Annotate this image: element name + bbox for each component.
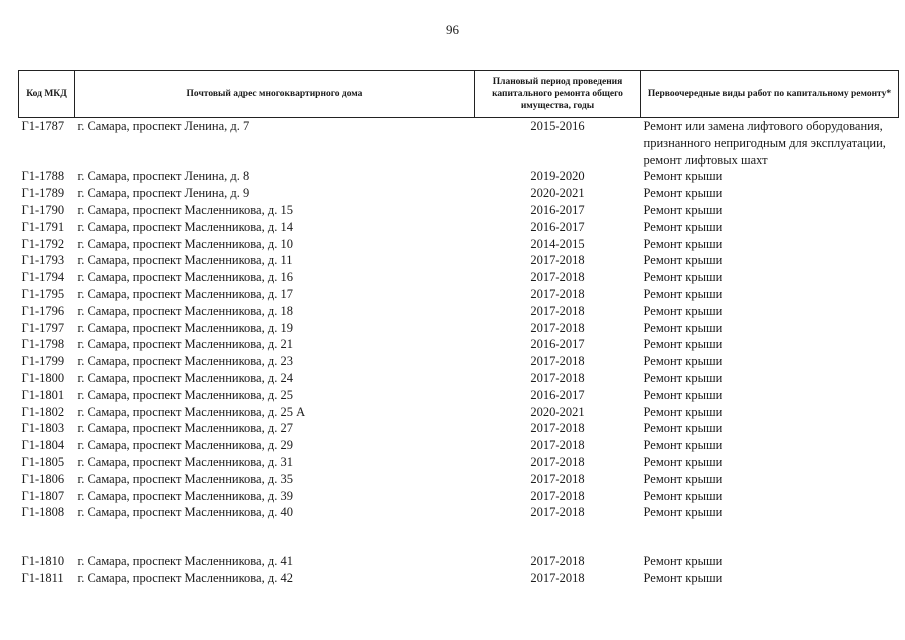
header-address: Почтовый адрес многоквартирного дома (75, 71, 475, 118)
cell-period: 2017-2018 (530, 286, 585, 301)
cell-period: 2016-2017 (530, 387, 585, 402)
cell-address: г. Самара, проспект Масленникова, д. 21 (77, 337, 293, 352)
cell-code: Г1-1794 (21, 270, 65, 285)
cell-work: Ремонт крыши (643, 370, 723, 385)
repair-schedule-table (18, 70, 899, 587)
cell-address: г. Самара, проспект Масленникова, д. 42 (77, 570, 293, 585)
cell-work: Ремонт крыши (643, 387, 723, 402)
row-gap-cell (19, 521, 899, 553)
cell-work: Ремонт крыши (643, 270, 723, 285)
table-row (19, 404, 899, 421)
table-row (19, 320, 899, 337)
table-row (19, 336, 899, 353)
cell-address: г. Самара, проспект Масленникова, д. 29 (77, 438, 293, 453)
header-works: Первоочередные виды работ по капитальному ремонту* (641, 71, 899, 118)
cell-work: Ремонт крыши (643, 202, 723, 217)
cell-work: Ремонт крыши (643, 438, 723, 453)
cell-address: г. Самара, проспект Масленникова, д. 14 (77, 219, 293, 234)
cell-work: Ремонт крыши (643, 354, 723, 369)
cell-period: 2017-2018 (530, 370, 585, 385)
cell-code: Г1-1800 (21, 370, 65, 385)
table-row (19, 570, 899, 587)
cell-address: г. Самара, проспект Масленникова, д. 25 А (77, 404, 306, 419)
cell-code: Г1-1803 (21, 421, 65, 436)
cell-period: 2017-2018 (530, 554, 585, 569)
cell-address: г. Самара, проспект Масленникова, д. 35 (77, 471, 293, 486)
cell-work: Ремонт крыши (643, 421, 723, 436)
cell-code: Г1-1799 (21, 354, 65, 369)
table-row (19, 387, 899, 404)
cell-work: Ремонт крыши (643, 505, 723, 520)
page-number: 96 (446, 22, 459, 37)
table-row (19, 504, 899, 521)
cell-address: г. Самара, проспект Масленникова, д. 11 (77, 253, 293, 268)
table-row (19, 437, 899, 454)
cell-code: Г1-1788 (21, 169, 65, 184)
cell-address: г. Самара, проспект Масленникова, д. 23 (77, 354, 293, 369)
table-row (19, 471, 899, 488)
cell-period: 2016-2017 (530, 337, 585, 352)
cell-period: 2017-2018 (530, 253, 585, 268)
table-row (19, 202, 899, 219)
cell-code: Г1-1793 (21, 253, 65, 268)
header-period: Плановый период проведения капитального ремонта общего имущества, годы (475, 71, 641, 118)
cell-code: Г1-1798 (21, 337, 65, 352)
table-row (19, 370, 899, 387)
cell-work: Ремонт крыши (643, 320, 723, 335)
cell-period: 2017-2018 (530, 421, 585, 436)
table-row (19, 236, 899, 253)
header-code: Код МКД (19, 71, 75, 118)
cell-work: Ремонт крыши (643, 219, 723, 234)
cell-code: Г1-1804 (21, 438, 65, 453)
cell-code: Г1-1791 (21, 219, 65, 234)
cell-period: 2017-2018 (530, 570, 585, 585)
cell-period: 2017-2018 (530, 303, 585, 318)
cell-period: 2017-2018 (530, 505, 585, 520)
table-row (19, 185, 899, 202)
cell-address: г. Самара, проспект Масленникова, д. 24 (77, 370, 293, 385)
cell-code: Г1-1802 (21, 404, 65, 419)
cell-code: Г1-1808 (21, 505, 65, 520)
cell-address: г. Самара, проспект Масленникова, д. 40 (77, 505, 293, 520)
cell-work: Ремонт крыши (643, 570, 723, 585)
cell-code: Г1-1805 (21, 454, 65, 469)
cell-code: Г1-1787 (21, 119, 65, 133)
cell-address: г. Самара, проспект Масленникова, д. 19 (77, 320, 293, 335)
cell-address: г. Самара, проспект Ленина, д. 7 (77, 119, 250, 133)
table-header (19, 71, 899, 118)
cell-work: Ремонт крыши (643, 404, 723, 419)
table-row (19, 420, 899, 437)
cell-work: Ремонт крыши (643, 488, 723, 503)
cell-code: Г1-1810 (21, 554, 65, 569)
cell-code: Г1-1811 (21, 570, 64, 585)
table-body (19, 118, 899, 587)
cell-period: 2015-2016 (530, 119, 585, 133)
cell-period: 2020-2021 (530, 186, 585, 201)
cell-code: Г1-1801 (21, 387, 65, 402)
cell-code: Г1-1792 (21, 236, 65, 251)
cell-period: 2016-2017 (530, 202, 585, 217)
cell-work: Ремонт крыши (643, 169, 723, 184)
table-row (19, 118, 899, 169)
table-row (19, 252, 899, 269)
cell-address: г. Самара, проспект Масленникова, д. 15 (77, 202, 293, 217)
cell-work: Ремонт или замена лифтового оборудования, признанного непригодным для эксплуатации, ремонт лифтовых шахт (643, 119, 886, 167)
table-row (19, 269, 899, 286)
cell-address: г. Самара, проспект Масленникова, д. 16 (77, 270, 293, 285)
cell-period: 2017-2018 (530, 438, 585, 453)
cell-code: Г1-1797 (21, 320, 65, 335)
cell-period: 2020-2021 (530, 404, 585, 419)
table-row (19, 454, 899, 471)
cell-work: Ремонт крыши (643, 186, 723, 201)
cell-period: 2017-2018 (530, 270, 585, 285)
cell-address: г. Самара, проспект Масленникова, д. 27 (77, 421, 293, 436)
cell-code: Г1-1789 (21, 186, 65, 201)
cell-address: г. Самара, проспект Масленникова, д. 39 (77, 488, 293, 503)
table-row (19, 168, 899, 185)
cell-address: г. Самара, проспект Масленникова, д. 18 (77, 303, 293, 318)
cell-address: г. Самара, проспект Масленникова, д. 25 (77, 387, 293, 402)
row-gap (19, 521, 899, 553)
cell-period: 2014-2015 (530, 236, 585, 251)
cell-code: Г1-1807 (21, 488, 65, 503)
cell-work: Ремонт крыши (643, 303, 723, 318)
cell-code: Г1-1806 (21, 471, 65, 486)
cell-work: Ремонт крыши (643, 253, 723, 268)
cell-period: 2017-2018 (530, 471, 585, 486)
cell-address: г. Самара, проспект Масленникова, д. 10 (77, 236, 293, 251)
cell-code: Г1-1790 (21, 202, 65, 217)
cell-period: 2019-2020 (530, 169, 585, 184)
cell-address: г. Самара, проспект Ленина, д. 9 (77, 186, 250, 201)
table-row (19, 353, 899, 370)
cell-period: 2017-2018 (530, 454, 585, 469)
cell-period: 2016-2017 (530, 219, 585, 234)
cell-period: 2017-2018 (530, 320, 585, 335)
table-row (19, 553, 899, 570)
cell-code: Г1-1795 (21, 286, 65, 301)
table-row (19, 488, 899, 505)
header-row (19, 71, 899, 118)
cell-work: Ремонт крыши (643, 286, 723, 301)
cell-period: 2017-2018 (530, 488, 585, 503)
table-row (19, 219, 899, 236)
cell-address: г. Самара, проспект Масленникова, д. 41 (77, 554, 293, 569)
cell-address: г. Самара, проспект Ленина, д. 8 (77, 169, 250, 184)
cell-work: Ремонт крыши (643, 337, 723, 352)
table-row (19, 303, 899, 320)
cell-work: Ремонт крыши (643, 236, 723, 251)
cell-work: Ремонт крыши (643, 471, 723, 486)
cell-address: г. Самара, проспект Масленникова, д. 31 (77, 454, 293, 469)
cell-code: Г1-1796 (21, 303, 65, 318)
cell-period: 2017-2018 (530, 354, 585, 369)
cell-work: Ремонт крыши (643, 554, 723, 569)
cell-address: г. Самара, проспект Масленникова, д. 17 (77, 286, 293, 301)
cell-work: Ремонт крыши (643, 454, 723, 469)
table-row (19, 286, 899, 303)
